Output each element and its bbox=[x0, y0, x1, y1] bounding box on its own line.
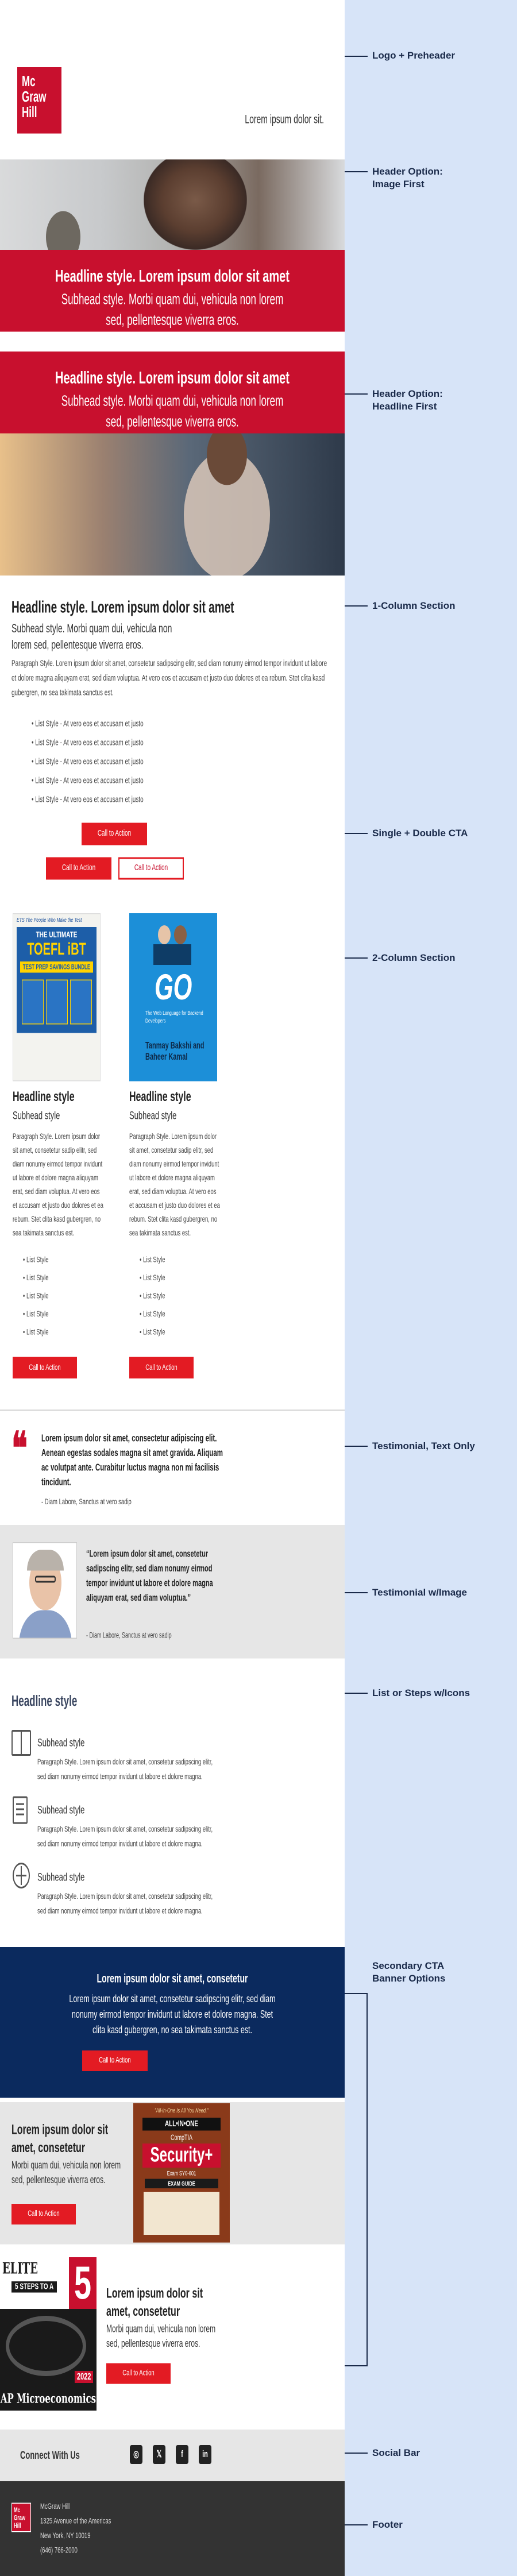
label-two-column: 2-Column Section bbox=[372, 952, 456, 963]
label-tick bbox=[345, 1446, 368, 1447]
label-tick bbox=[345, 957, 368, 959]
two-col-left-paragraph: Paragraph Style. Lorem ipsum dolor sit amet, consetetur sadip elitr, sed diam nonumy eirmod tempor invidunt ut labore et dolore magna aliquyam erat, sed diam voluptua. At vero eos et accusam et justo duo dolores et ea rebum. Stet clita kasd gubergren, no sea takimata sanctus est. bbox=[13, 1132, 103, 1238]
white-banner-cta-button[interactable]: Call to Action bbox=[106, 2363, 171, 2384]
list-item: • List Style bbox=[140, 1255, 165, 1265]
white-banner-headline: Lorem ipsum dolor sit amet, consetetur bbox=[106, 2287, 203, 2319]
navy-banner-headline: Lorem ipsum dolor sit amet, consetetur bbox=[97, 1971, 248, 1985]
label-cta: Single + Double CTA bbox=[372, 828, 468, 839]
ap-five: 5 bbox=[69, 2257, 97, 2309]
one-col-subhead: Subhead style. Morbi quam dui, vehicula non lorem sed, pellentesque viverra eros. bbox=[11, 621, 172, 651]
footer bbox=[0, 2481, 345, 2576]
footer-logo[interactable] bbox=[11, 2503, 31, 2532]
go-title: GO bbox=[155, 967, 192, 1007]
label-testimonial-image: Testimonial w/Image bbox=[372, 1587, 468, 1598]
step-3-text: Paragraph Style. Lorem ipsum dolor sit amet, consetetur sadipscing elitr, sed diam nonumy eirmod tempor invidunt ut labore et dolore magna. bbox=[37, 1892, 213, 1916]
navy-banner-cta-button[interactable]: Call to Action bbox=[82, 2050, 148, 2071]
two-col-left-headline: Headline style bbox=[13, 1090, 75, 1104]
list-item: • List Style bbox=[140, 1310, 165, 1319]
single-cta-button[interactable]: Call to Action bbox=[82, 823, 147, 845]
logo-line-1: Mc bbox=[22, 73, 36, 90]
label-header-headline-first: Header Option: Headline First bbox=[372, 388, 443, 412]
label-tick bbox=[345, 2453, 368, 2454]
step-1-title: Subhead style bbox=[37, 1736, 85, 1749]
list-item: • List Style - At vero eos et accusam et justo bbox=[32, 738, 144, 748]
toefl-title-1: THE ULTIMATE bbox=[36, 930, 78, 940]
testimonial-image-attribution: - Diam Labore, Sanctus at vero sadip bbox=[86, 1631, 172, 1640]
one-col-paragraph: Paragraph Style. Lorem ipsum dolor sit amet, consetetur sadipscing elitr, sed diam nonumy eirmod tempor invidunt ut labore et dolore magna aliquyam erat, sed diam voluptua. At vero eos et accusam et justo duo dolores et ea rebum. Stet clita kasd gubergren, no sea takimata sanctus est. bbox=[11, 659, 327, 698]
list-item: • List Style bbox=[140, 1327, 165, 1337]
go-subtitle: The Web Language for Backend Developers bbox=[145, 1010, 203, 1025]
two-col-right-headline: Headline style bbox=[129, 1090, 191, 1104]
footer-phone: (646) 766-2000 bbox=[40, 2546, 78, 2555]
instagram-icon[interactable]: ◎ bbox=[130, 2445, 142, 2464]
linkedin-icon[interactable]: in bbox=[199, 2445, 211, 2464]
list-item: • List Style - At vero eos et accusam et justo bbox=[32, 719, 144, 729]
label-tick bbox=[345, 1592, 368, 1593]
toefl-title-3: TEST PREP SAVINGS BUNDLE bbox=[20, 961, 93, 973]
header-headline-first-band bbox=[0, 352, 345, 434]
footer-address-1: 1325 Avenue of the Americas bbox=[40, 2516, 111, 2526]
globe-icon bbox=[13, 1863, 30, 1888]
label-header-image-first: Header Option: Image First bbox=[372, 166, 443, 190]
step-2-text: Paragraph Style. Lorem ipsum dolor sit amet, consetetur sadipscing elitr, sed diam nonumy eirmod tempor invidunt ut labore et dolore magna. bbox=[37, 1825, 213, 1849]
ap-subject: AP Microeconomics bbox=[0, 2386, 97, 2411]
label-tick bbox=[345, 393, 368, 395]
logo-line-1: Mc bbox=[14, 2506, 21, 2514]
list-item: • List Style bbox=[23, 1273, 49, 1283]
step-3-title: Subhead style bbox=[37, 1870, 85, 1883]
ap-steps: 5 STEPS TO A bbox=[11, 2281, 57, 2293]
two-col-right-paragraph: Paragraph Style. Lorem ipsum dolor sit amet, consetetur sadip elitr, sed diam nonumy eirmod tempor invidunt ut labore et dolore magna aliquyam erat, sed diam voluptua. At vero eos et accusam et justo duo dolores et ea rebum. Stet clita kasd gubergren, no sea takimata sanctus est. bbox=[129, 1132, 220, 1238]
logo-line-2: Graw bbox=[22, 88, 47, 105]
document-icon bbox=[13, 1797, 28, 1824]
gray-banner-cta-button[interactable]: Call to Action bbox=[11, 2204, 76, 2224]
step-2-title: Subhead style bbox=[37, 1803, 85, 1816]
quote-mark-icon: ❝ bbox=[11, 1422, 28, 1475]
steps-headline: Headline style bbox=[11, 1693, 78, 1709]
list-item: • List Style bbox=[23, 1291, 49, 1301]
security-series: ALL•IN•ONE bbox=[142, 2118, 221, 2131]
header-photo-woman bbox=[0, 160, 345, 250]
navy-cta-banner bbox=[0, 1947, 345, 2098]
toefl-title-2: TOEFL iBT bbox=[27, 940, 86, 959]
double-cta-secondary-button[interactable]: Call to Action bbox=[118, 858, 184, 880]
one-col-list bbox=[32, 715, 261, 810]
security-brand: CompTIA bbox=[170, 2133, 192, 2142]
security-exam: Exam SY0-601 bbox=[167, 2169, 196, 2177]
logo-line-2: Graw bbox=[14, 2514, 26, 2522]
two-col-right-cta-button[interactable]: Call to Action bbox=[129, 1357, 194, 1379]
label-social: Social Bar bbox=[372, 2447, 420, 2458]
book-cover-toefl bbox=[13, 913, 101, 1082]
list-item: • List Style bbox=[23, 1255, 49, 1265]
label-testimonial-text: Testimonial, Text Only bbox=[372, 1440, 475, 1451]
label-tick bbox=[345, 605, 368, 607]
gray-banner-headline: Lorem ipsum dolor sit amet, consetetur bbox=[11, 2123, 109, 2156]
one-col-headline: Headline style. Lorem ipsum dolor sit amet bbox=[11, 598, 234, 617]
logo-line-3: Hill bbox=[22, 104, 37, 121]
header-image-first-band bbox=[0, 250, 345, 332]
step-1-text: Paragraph Style. Lorem ipsum dolor sit amet, consetetur sadipscing elitr, sed diam nonumy eirmod tempor invidunt ut labore et dolore magna. bbox=[37, 1758, 213, 1782]
label-steps: List or Steps w/Icons bbox=[372, 1687, 470, 1698]
navy-banner-text: Lorem ipsum dolor sit amet, consetetur sadipscing elitr, sed diam nonumy eirmod tempor invidunt ut labore et dolore magna. Stet clita kasd gubergren, no sea takimata sanctus est. bbox=[69, 1992, 276, 2036]
book-icon bbox=[11, 1730, 31, 1756]
security-guide: EXAM GUIDE bbox=[145, 2179, 218, 2189]
social-label: Connect With Us bbox=[20, 2448, 80, 2462]
two-col-left-list bbox=[23, 1251, 49, 1342]
toefl-brand: ETS The People Who Make the Test bbox=[17, 917, 82, 924]
header2-subhead: Subhead style. Morbi quam dui, vehicula non lorem sed, pellentesque viverra eros. bbox=[61, 393, 284, 430]
label-logo-preheader: Logo + Preheader bbox=[372, 50, 456, 61]
two-col-right-subhead: Subhead style bbox=[129, 1109, 177, 1122]
go-authors: Tanmay Bakshi and Baheer Kamal bbox=[145, 1041, 205, 1063]
list-item: • List Style bbox=[23, 1327, 49, 1337]
label-tick bbox=[345, 56, 368, 57]
label-banners: Secondary CTA Banner Options bbox=[372, 1960, 446, 1984]
list-item: • List Style bbox=[140, 1273, 165, 1283]
double-cta-primary-button[interactable]: Call to Action bbox=[46, 858, 111, 880]
header2-headline: Headline style. Lorem ipsum dolor sit amet bbox=[55, 369, 290, 388]
facebook-icon[interactable]: f bbox=[176, 2445, 188, 2464]
ap-year: 2022 bbox=[75, 2371, 93, 2383]
testimonial-image-quote: “Lorem ipsum dolor sit amet, consetetur sadipscing elitr, sed diam nonumy eirmod tempor invidunt ut labore et dolore magna aliquyam erat, sed diam voluptua.” bbox=[86, 1549, 213, 1604]
label-tick bbox=[345, 2365, 368, 2366]
testimonial-portrait bbox=[13, 1542, 77, 1639]
two-col-left-subhead: Subhead style bbox=[13, 1109, 60, 1122]
list-item: • List Style bbox=[140, 1291, 165, 1301]
header-photo-man-phone bbox=[0, 434, 345, 576]
header-headline: Headline style. Lorem ipsum dolor sit amet bbox=[55, 267, 290, 286]
footer-company: McGraw Hill bbox=[40, 2502, 70, 2512]
mcgraw-hill-logo[interactable] bbox=[17, 67, 61, 134]
gray-banner-subhead: Morbi quam dui, vehicula non lorem sed, pellentesque viverra eros. bbox=[11, 2159, 121, 2186]
two-col-right-list bbox=[140, 1251, 165, 1342]
ap-elite: ELITE bbox=[2, 2260, 38, 2278]
label-tick bbox=[345, 171, 368, 172]
testimonial-attribution: - Diam Labore, Sanctus at vero sadip bbox=[41, 1497, 132, 1507]
list-item: • List Style bbox=[23, 1310, 49, 1319]
list-item: • List Style - At vero eos et accusam et justo bbox=[32, 776, 144, 786]
label-tick bbox=[345, 2524, 368, 2525]
label-tick bbox=[345, 1993, 368, 1994]
twitter-icon[interactable]: 𝕏 bbox=[153, 2445, 165, 2464]
header-subhead: Subhead style. Morbi quam dui, vehicula non lorem sed, pellentesque viverra eros. bbox=[61, 291, 284, 329]
two-col-left-cta-button[interactable]: Call to Action bbox=[13, 1357, 77, 1379]
logo-line-3: Hill bbox=[14, 2521, 21, 2529]
label-tick bbox=[345, 833, 368, 834]
preheader-text: Lorem ipsum dolor sit. bbox=[245, 112, 324, 126]
security-top: "All-in-One Is All You Need." bbox=[155, 2106, 209, 2114]
list-item: • List Style - At vero eos et accusam et justo bbox=[32, 757, 144, 767]
footer-address-2: New York, NY 10019 bbox=[40, 2531, 91, 2541]
book-cover-ap-micro bbox=[0, 2257, 97, 2411]
label-one-column: 1-Column Section bbox=[372, 600, 456, 611]
section-divider bbox=[0, 1409, 345, 1411]
testimonial-quote: Lorem ipsum dolor sit amet, consectetur adipiscing elit. Aenean egestas sodales magna sit amet gravida. Aliquam ac volutpat ante. Curabitur luctus magna non mi facilisis tincidunt. bbox=[41, 1434, 223, 1488]
banner-bracket bbox=[366, 1993, 368, 2366]
label-footer: Footer bbox=[372, 2519, 403, 2530]
list-item: • List Style - At vero eos et accusam et justo bbox=[32, 795, 144, 805]
label-tick bbox=[345, 1693, 368, 1694]
security-title: Security+ bbox=[142, 2144, 221, 2168]
book-cover-security bbox=[133, 2103, 230, 2243]
book-cover-go bbox=[129, 913, 217, 1082]
white-banner-subhead: Morbi quam dui, vehicula non lorem sed, pellentesque viverra eros. bbox=[106, 2323, 216, 2350]
